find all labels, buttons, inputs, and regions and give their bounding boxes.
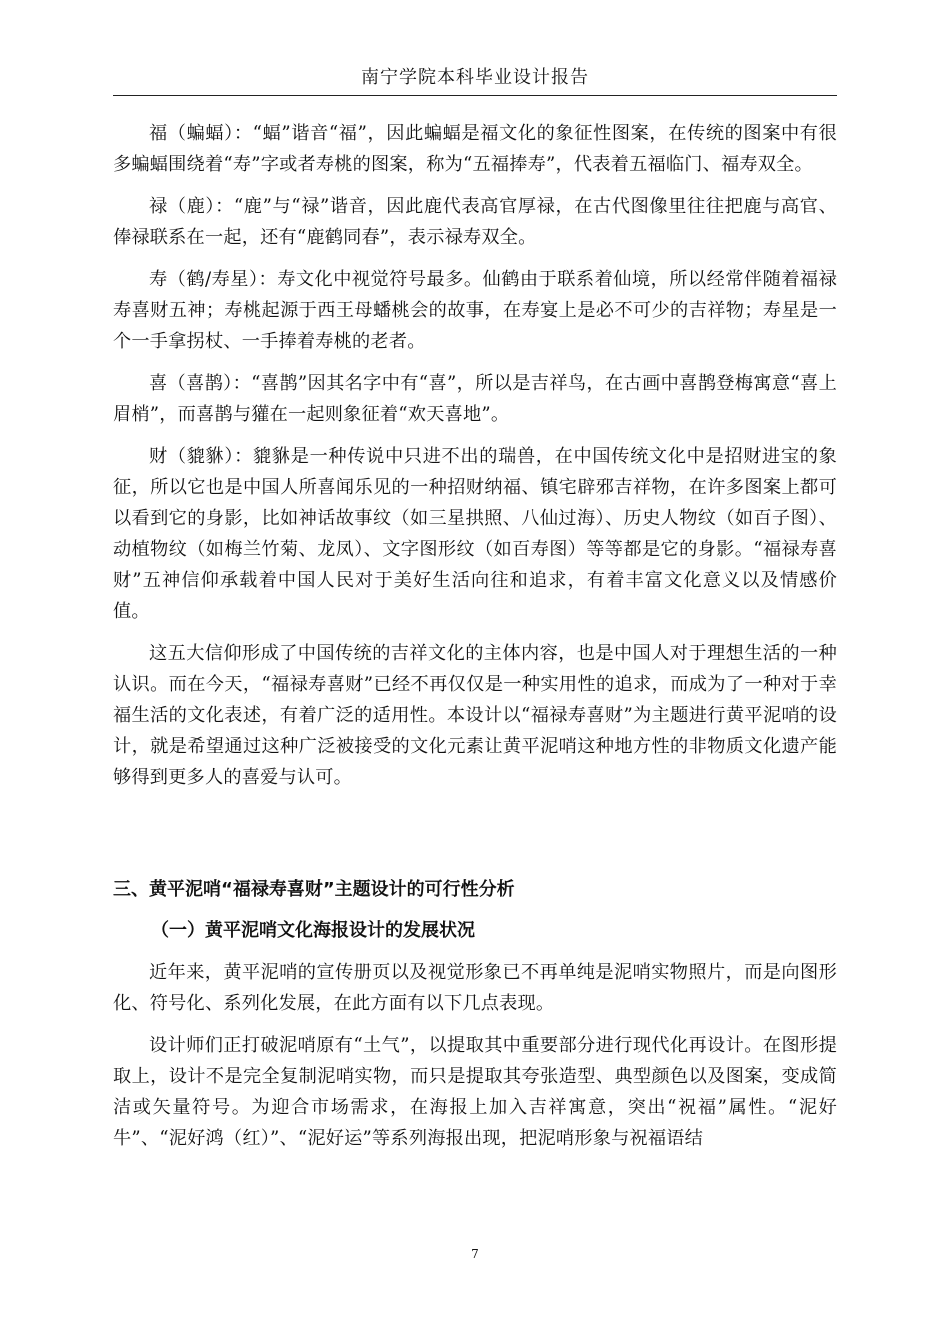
header-divider bbox=[113, 95, 837, 96]
paragraph-xi: 喜（喜鹊）：“喜鹊”因其名字中有“喜”，所以是吉祥鸟，在古画中喜鹊登梅寓意“喜上眉梢”，而喜鹊与獾在一起则象征着“欢天喜地”。 bbox=[113, 373, 837, 425]
page-header: 南宁学院本科毕业设计报告 bbox=[361, 67, 589, 88]
paragraph-designers: 设计师们正打破泥哨原有“土气”，以提取其中重要部分进行现代化再设计。在图形提取上，设计不是完全复制泥哨实物，而只是提取其夸张造型、典型颜色以及图案，变成简洁或矢量符号。为迎合市场需求，在海报上加入吉祥寓意，突出“祝福”属性。“泥好牛”、“泥好鸿（红）”、“泥好运”等系列海报出现，把泥哨形象与祝福语结 bbox=[113, 1035, 837, 1149]
paragraph-lu: 禄（鹿）：“鹿”与“禄”谐音，因此鹿代表高官厚禄，在古代图像里往往把鹿与高官、俸禄联系在一起，还有“鹿鹤同春”，表示禄寿双全。 bbox=[113, 196, 837, 248]
paragraph-shou: 寿（鹤/寿星）：寿文化中视觉符号最多。仙鹤由于联系着仙境，所以经常伴随着福禄寿喜财五神；寿桃起源于西王母蟠桃会的故事，在寿宴上是必不可少的吉祥物；寿星是一个一手拿拐杖、一手捧着寿桃的老者。 bbox=[113, 269, 837, 352]
paragraph-cai: 财（貔貅）：貔貅是一种传说中只进不出的瑞兽，在中国传统文化中是招财进宝的象征，所以它也是中国人所喜闻乐见的一种招财纳福、镇宅辟邪吉祥物，在许多图案上都可以看到它的身影，比如神话故事纹（如三星拱照、八仙过海）、历史人物纹（如百子图）、动植物纹（如梅兰竹菊、龙凤）、文字图形纹（如百寿图）等等都是它的身影。“福禄寿喜财”五神信仰承载着中国人民对于美好生活向往和追求，有着丰富文化意义以及情感价值。 bbox=[113, 446, 837, 622]
paragraph-fu: 福（蝙蝠）：“蝠”谐音“福”，因此蝙蝠是福文化的象征性图案，在传统的图案中有很多蝙蝠围绕着“寿”字或者寿桃的图案，称为“五福捧寿”，代表着五福临门、福寿双全。 bbox=[113, 123, 837, 175]
page-number: 7 bbox=[471, 1247, 479, 1261]
paragraph-development: 近年来，黄平泥哨的宣传册页以及视觉形象已不再单纯是泥哨实物照片，而是向图形化、符号化、系列化发展，在此方面有以下几点表现。 bbox=[113, 962, 837, 1014]
paragraph-summary: 这五大信仰形成了中国传统的吉祥文化的主体内容，也是中国人对于理想生活的一种认识。而在今天，“福禄寿喜财”已经不再仅仅是一种实用性的追求，而成为了一种对于幸福生活的文化表述，有着广泛的适用性。本设计以“福禄寿喜财”为主题进行黄平泥哨的设计，就是希望通过这种广泛被接受的文化元素让黄平泥哨这种地方性的非物质文化遗产能够得到更多人的喜爱与认可。 bbox=[113, 643, 837, 788]
subsection-heading: （一）黄平泥哨文化海报设计的发展状况 bbox=[151, 920, 475, 941]
section-heading: 三、黄平泥哨“福禄寿喜财”主题设计的可行性分析 bbox=[113, 879, 515, 900]
document-body bbox=[113, 118, 837, 1154]
